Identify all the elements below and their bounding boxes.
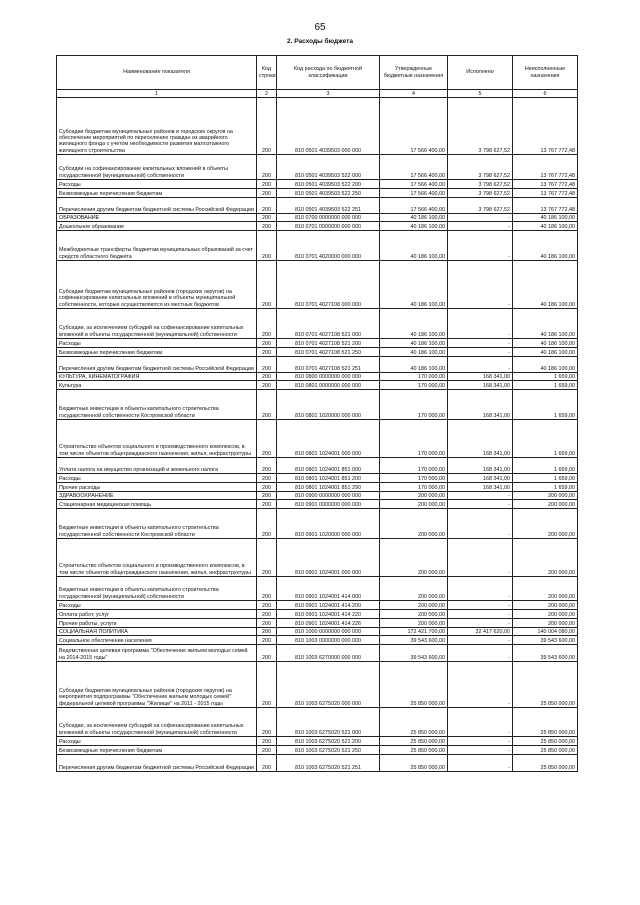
row-executed: - — [448, 222, 513, 231]
row-classification: 810 0901 1024001 414 000 — [277, 577, 380, 601]
row-code: 200 — [257, 420, 277, 458]
row-code: 200 — [257, 180, 277, 189]
row-classification: 810 0901 0000000 000 000 — [277, 500, 380, 509]
row-unexecuted: 13 767 772,48 — [513, 98, 578, 155]
row-code: 200 — [257, 708, 277, 737]
row-name: Оплата работ, услуг — [57, 610, 257, 619]
row-code: 200 — [257, 198, 277, 214]
row-classification: 810 1003 6275020 521 250 — [277, 746, 380, 755]
row-classification: 810 0701 4027108 521 200 — [277, 339, 380, 348]
row-unexecuted: 140 004 080,00 — [513, 628, 578, 636]
table-body — [57, 98, 578, 772]
row-name: Строительство объектов социального и производственного комплексов, в том числе объектов общегражданского назначения, жилья, инфраструктуры — [57, 539, 257, 577]
row-name: Ведомственная целевая программа "Обеспечение жильем молодых семей на 2014-2015 годы" — [57, 645, 257, 662]
row-name: Расходы — [57, 474, 257, 483]
row-executed: - — [448, 339, 513, 348]
col-number: 5 — [448, 90, 513, 98]
row-approved: 25 850 000,00 — [380, 737, 448, 746]
row-name: Перечисления другим бюджетам бюджетной системы Российской Федерации — [57, 357, 257, 373]
row-name: КУЛЬТУРА, КИНЕМАТОГРАФИЯ — [57, 373, 257, 381]
row-code: 200 — [257, 357, 277, 373]
row-code: 200 — [257, 737, 277, 746]
row-executed: 3 798 627,52 — [448, 180, 513, 189]
row-code: 200 — [257, 214, 277, 222]
row-code: 200 — [257, 628, 277, 636]
row-unexecuted: 200 000,00 — [513, 509, 578, 539]
table-row — [57, 628, 578, 636]
header-executed: Исполнено — [448, 56, 513, 90]
row-approved: 200 000,00 — [380, 492, 448, 500]
row-code: 200 — [257, 539, 277, 577]
table-row — [57, 189, 578, 198]
row-name: Перечисления другим бюджетам бюджетной системы Российской Федерации — [57, 198, 257, 214]
row-name: Межбюджетные трансферты бюджетам муниципальных образований за счет средств областного бюджета — [57, 231, 257, 261]
table-row — [57, 458, 578, 474]
row-executed: - — [448, 755, 513, 772]
table-row — [57, 636, 578, 645]
row-code: 200 — [257, 483, 277, 492]
row-approved: 170 000,00 — [380, 483, 448, 492]
row-classification: 810 1003 6275020 521 251 — [277, 755, 380, 772]
row-name: Стационарная медицинская помощь — [57, 500, 257, 509]
row-name: ЗДРАВООХРАНЕНИЕ — [57, 492, 257, 500]
row-executed: 168 341,00 — [448, 483, 513, 492]
table-row — [57, 309, 578, 339]
row-name: ОБРАЗОВАНИЕ — [57, 214, 257, 222]
row-classification: 810 1003 6270000 000 000 — [277, 645, 380, 662]
header-row — [57, 56, 578, 90]
row-approved: 40 186 100,00 — [380, 214, 448, 222]
row-code: 200 — [257, 261, 277, 309]
row-approved: 200 000,00 — [380, 610, 448, 619]
table-row — [57, 198, 578, 214]
row-executed: - — [448, 645, 513, 662]
row-executed: - — [448, 214, 513, 222]
row-name: Строительство объектов социального и производственного комплексов, в том числе объектов общегражданского назначения, жилья, инфраструктуры — [57, 420, 257, 458]
row-unexecuted: 40 186 100,00 — [513, 231, 578, 261]
row-unexecuted: 200 000,00 — [513, 610, 578, 619]
row-classification: 810 0701 0000000 000 000 — [277, 222, 380, 231]
table-row — [57, 381, 578, 390]
table-row — [57, 231, 578, 261]
row-approved: 200 000,00 — [380, 601, 448, 610]
row-executed: - — [448, 619, 513, 628]
section-title: 2. Расходы бюджета — [287, 38, 353, 45]
row-unexecuted: 13 767 772,48 — [513, 155, 578, 180]
row-code: 200 — [257, 155, 277, 180]
table-row — [57, 610, 578, 619]
row-classification: 810 0801 0000000 000 000 — [277, 381, 380, 390]
table-row — [57, 357, 578, 373]
row-approved: 40 186 100,00 — [380, 348, 448, 357]
row-code: 200 — [257, 309, 277, 339]
row-classification: 810 0901 1024001 414 220 — [277, 610, 380, 619]
row-executed: - — [448, 539, 513, 577]
row-name: Прочие расходы — [57, 483, 257, 492]
row-name: СОЦИАЛЬНАЯ ПОЛИТИКА — [57, 628, 257, 636]
table-row — [57, 180, 578, 189]
row-name: Бюджетные инвестиции в объекты капитального строительства государственной собственности Костромской области — [57, 509, 257, 539]
row-unexecuted: 1 659,00 — [513, 483, 578, 492]
row-name: Субсидии, за исключением субсидий на софинансирование капитальных вложений в объекты государственной (муниципальной) собственности — [57, 708, 257, 737]
row-code: 200 — [257, 610, 277, 619]
row-code: 200 — [257, 509, 277, 539]
row-code: 200 — [257, 458, 277, 474]
table-row — [57, 348, 578, 357]
row-code: 200 — [257, 348, 277, 357]
table-row — [57, 509, 578, 539]
row-unexecuted: 40 186 100,00 — [513, 261, 578, 309]
row-name: Дошкольное образование — [57, 222, 257, 231]
row-classification: 810 1003 6275020 000 000 — [277, 662, 380, 708]
row-approved: 200 000,00 — [380, 619, 448, 628]
col-number: 6 — [513, 90, 578, 98]
row-executed: - — [448, 577, 513, 601]
table-row — [57, 746, 578, 755]
row-name: Безвозмездные перечисления бюджетам — [57, 348, 257, 357]
row-classification: 810 0901 1024001 414 226 — [277, 619, 380, 628]
row-unexecuted: 1 659,00 — [513, 474, 578, 483]
header-approved: Утвержденные бюджетные назначения — [380, 56, 448, 90]
row-executed: 3 798 627,52 — [448, 155, 513, 180]
row-name: Безвозмездные перечисления бюджетам — [57, 189, 257, 198]
table-row — [57, 619, 578, 628]
row-classification: 810 0501 4039503 522 000 — [277, 155, 380, 180]
row-approved: 25 850 000,00 — [380, 662, 448, 708]
row-executed: - — [448, 746, 513, 755]
row-name: Субсидии бюджетам муниципальных районов (городских округов) на софинансирование капитальных вложений в объекты муниципальной собственности, которые осуществляются из местных бюджетов — [57, 261, 257, 309]
table-row — [57, 539, 578, 577]
table-row — [57, 500, 578, 509]
row-unexecuted: 40 186 100,00 — [513, 222, 578, 231]
row-name: Субсидии на софинансирование капитальных вложений в объекты государственной (муниципальной) собственности — [57, 155, 257, 180]
table-row — [57, 390, 578, 420]
row-classification: 810 0900 0000000 000 000 — [277, 492, 380, 500]
row-unexecuted: 200 000,00 — [513, 601, 578, 610]
row-unexecuted: 200 000,00 — [513, 619, 578, 628]
row-approved: 170 000,00 — [380, 458, 448, 474]
row-executed: - — [448, 636, 513, 645]
row-approved: 25 850 000,00 — [380, 755, 448, 772]
row-unexecuted: 200 000,00 — [513, 577, 578, 601]
row-executed: - — [448, 348, 513, 357]
row-unexecuted: 1 659,00 — [513, 381, 578, 390]
row-executed: - — [448, 357, 513, 373]
row-name: Расходы — [57, 601, 257, 610]
row-code: 200 — [257, 231, 277, 261]
row-classification: 810 0501 4039503 000 000 — [277, 98, 380, 155]
row-unexecuted: 13 767 772,48 — [513, 189, 578, 198]
row-approved: 40 186 100,00 — [380, 222, 448, 231]
row-approved: 17 566 400,00 — [380, 198, 448, 214]
row-classification: 810 0501 4039503 522 250 — [277, 189, 380, 198]
column-number-row — [57, 90, 578, 98]
row-code: 200 — [257, 645, 277, 662]
table-row — [57, 645, 578, 662]
row-classification: 810 0501 4039503 522 200 — [277, 180, 380, 189]
row-code: 200 — [257, 619, 277, 628]
row-executed: - — [448, 309, 513, 339]
row-unexecuted: 200 000,00 — [513, 492, 578, 500]
row-executed: 3 798 627,52 — [448, 189, 513, 198]
row-executed: - — [448, 708, 513, 737]
row-name: Субсидии, за исключением субсидий на софинансирование капитальных вложений в объекты государственной (муниципальной) собственности — [57, 309, 257, 339]
row-classification: 810 0801 1024001 000 000 — [277, 420, 380, 458]
header-unexecuted: Неисполненные назначения — [513, 56, 578, 90]
row-approved: 39 543 600,00 — [380, 645, 448, 662]
row-name: Уплата налога на имущество организаций и земельного налога — [57, 458, 257, 474]
row-unexecuted: 40 186 100,00 — [513, 214, 578, 222]
row-executed: 168 341,00 — [448, 420, 513, 458]
row-classification: 810 0801 1020000 000 000 — [277, 390, 380, 420]
row-code: 200 — [257, 98, 277, 155]
row-name: Бюджетные инвестиции в объекты капитального строительства государственной (муниципальной) собственности — [57, 577, 257, 601]
table-row — [57, 708, 578, 737]
table-row — [57, 222, 578, 231]
row-unexecuted: 40 186 100,00 — [513, 357, 578, 373]
row-name: Безвозмездные перечисления бюджетам — [57, 746, 257, 755]
row-code: 200 — [257, 474, 277, 483]
table-row — [57, 98, 578, 155]
row-code: 200 — [257, 189, 277, 198]
row-classification: 810 0700 0000000 000 000 — [277, 214, 380, 222]
row-approved: 40 186 100,00 — [380, 339, 448, 348]
row-classification: 810 0501 4039503 522 251 — [277, 198, 380, 214]
row-classification: 810 0801 1024001 851 290 — [277, 483, 380, 492]
row-executed: - — [448, 662, 513, 708]
row-name: Социальное обеспечение населения — [57, 636, 257, 645]
table-row — [57, 601, 578, 610]
header-name: Наименование показателя — [57, 56, 257, 90]
row-approved: 200 000,00 — [380, 500, 448, 509]
page-number: 65 — [314, 22, 326, 33]
row-classification: 810 1003 6275020 521 000 — [277, 708, 380, 737]
row-name: Субсидии бюджетам муниципальных районов и городских округов на обеспечение мероприятий по переселению граждан из аварийного жилищного фонда с учетом необходимости развития малоэтажного жилищного строительства — [57, 98, 257, 155]
row-executed: - — [448, 492, 513, 500]
row-executed: - — [448, 509, 513, 539]
row-approved: 40 186 100,00 — [380, 357, 448, 373]
row-approved: 170 000,00 — [380, 474, 448, 483]
row-executed: - — [448, 737, 513, 746]
table-row — [57, 662, 578, 708]
row-unexecuted: 1 659,00 — [513, 390, 578, 420]
col-number: 1 — [57, 90, 257, 98]
row-code: 200 — [257, 755, 277, 772]
row-classification: 810 0801 1024001 851 200 — [277, 474, 380, 483]
row-unexecuted: 13 767 772,48 — [513, 180, 578, 189]
row-approved: 170 000,00 — [380, 390, 448, 420]
table-row — [57, 261, 578, 309]
row-name: Перечисления другим бюджетам бюджетной системы Российской Федерации — [57, 755, 257, 772]
row-approved: 17 566 400,00 — [380, 180, 448, 189]
row-approved: 172 421 700,00 — [380, 628, 448, 636]
row-approved: 200 000,00 — [380, 509, 448, 539]
row-classification: 810 1003 0000000 000 000 — [277, 636, 380, 645]
row-executed: - — [448, 500, 513, 509]
row-classification: 810 0701 4027108 521 250 — [277, 348, 380, 357]
row-executed: - — [448, 261, 513, 309]
row-code: 200 — [257, 662, 277, 708]
row-code: 200 — [257, 492, 277, 500]
row-unexecuted: 40 186 100,00 — [513, 339, 578, 348]
row-unexecuted: 1 659,00 — [513, 420, 578, 458]
row-classification: 810 0901 1024001 000 000 — [277, 539, 380, 577]
row-executed: 32 417 620,00 — [448, 628, 513, 636]
row-unexecuted: 200 000,00 — [513, 500, 578, 509]
row-approved: 17 566 400,00 — [380, 98, 448, 155]
table-row — [57, 339, 578, 348]
row-unexecuted: 13 767 772,48 — [513, 198, 578, 214]
row-approved: 200 000,00 — [380, 539, 448, 577]
table-row — [57, 755, 578, 772]
row-approved: 40 186 100,00 — [380, 231, 448, 261]
row-classification: 810 0701 4027108 521 000 — [277, 309, 380, 339]
row-classification: 810 0701 4020000 000 000 — [277, 231, 380, 261]
row-classification: 810 1000 0000000 000 000 — [277, 628, 380, 636]
col-number: 2 — [257, 90, 277, 98]
row-executed: 168 341,00 — [448, 458, 513, 474]
row-approved: 17 566 400,00 — [380, 189, 448, 198]
row-unexecuted: 25 850 000,00 — [513, 708, 578, 737]
row-unexecuted: 25 850 000,00 — [513, 755, 578, 772]
table-row — [57, 474, 578, 483]
row-name: Субсидии бюджетам муниципальных районов (городских округов) на мероприятия подпрограммы "Обеспечение жильем молодых семей" федеральной целевой программы "Жилище" на 2011 - 2015 годы — [57, 662, 257, 708]
row-code: 200 — [257, 577, 277, 601]
row-approved: 17 566 400,00 — [380, 155, 448, 180]
col-number: 4 — [380, 90, 448, 98]
col-number: 3 — [277, 90, 380, 98]
row-name: Расходы — [57, 339, 257, 348]
table-row — [57, 577, 578, 601]
row-executed: 168 341,00 — [448, 373, 513, 381]
row-executed: - — [448, 601, 513, 610]
row-approved: 170 000,00 — [380, 373, 448, 381]
row-code: 200 — [257, 500, 277, 509]
row-approved: 25 850 000,00 — [380, 708, 448, 737]
row-unexecuted: 25 850 000,00 — [513, 746, 578, 755]
row-executed: - — [448, 231, 513, 261]
row-name: Бюджетные инвестиции в объекты капитального строительства государственной собственности Костромской области — [57, 390, 257, 420]
row-code: 200 — [257, 339, 277, 348]
row-classification: 810 0801 1024001 851 000 — [277, 458, 380, 474]
row-unexecuted: 25 850 000,00 — [513, 737, 578, 746]
row-unexecuted: 1 659,00 — [513, 373, 578, 381]
row-approved: 170 000,00 — [380, 420, 448, 458]
row-executed: 168 341,00 — [448, 390, 513, 420]
table-row — [57, 373, 578, 381]
row-executed: 168 341,00 — [448, 381, 513, 390]
row-code: 200 — [257, 636, 277, 645]
row-code: 200 — [257, 390, 277, 420]
header-classification: Код расхода по бюджетной классификации — [277, 56, 380, 90]
row-classification: 810 0800 0000000 000 000 — [277, 373, 380, 381]
row-approved: 40 186 100,00 — [380, 261, 448, 309]
table-row — [57, 155, 578, 180]
row-executed: 3 798 627,52 — [448, 98, 513, 155]
row-unexecuted: 40 186 100,00 — [513, 348, 578, 357]
row-unexecuted: 39 543 600,00 — [513, 636, 578, 645]
row-unexecuted: 40 186 100,00 — [513, 309, 578, 339]
row-executed: 168 341,00 — [448, 474, 513, 483]
row-classification: 810 0901 1020000 000 000 — [277, 509, 380, 539]
row-executed: 3 798 627,52 — [448, 198, 513, 214]
row-classification: 810 0701 4027108 521 251 — [277, 357, 380, 373]
table-row — [57, 483, 578, 492]
row-classification: 810 0701 4027108 000 000 — [277, 261, 380, 309]
row-approved: 25 850 000,00 — [380, 746, 448, 755]
table-row — [57, 492, 578, 500]
table-row — [57, 214, 578, 222]
header-line-code: Код строки — [257, 56, 277, 90]
row-executed: - — [448, 610, 513, 619]
row-classification: 810 0901 1024001 414 200 — [277, 601, 380, 610]
row-approved: 200 000,00 — [380, 577, 448, 601]
row-approved: 170 000,00 — [380, 381, 448, 390]
row-name: Прочие работы, услуги — [57, 619, 257, 628]
table-row — [57, 737, 578, 746]
expenses-table — [56, 55, 578, 772]
row-code: 200 — [257, 601, 277, 610]
row-unexecuted: 25 850 000,00 — [513, 662, 578, 708]
row-classification: 810 1003 6275020 521 200 — [277, 737, 380, 746]
row-code: 200 — [257, 381, 277, 390]
row-code: 200 — [257, 373, 277, 381]
row-code: 200 — [257, 746, 277, 755]
row-approved: 39 543 600,00 — [380, 636, 448, 645]
row-name: Расходы — [57, 737, 257, 746]
row-name: Расходы — [57, 180, 257, 189]
row-approved: 40 186 100,00 — [380, 309, 448, 339]
row-unexecuted: 1 659,00 — [513, 458, 578, 474]
row-unexecuted: 39 543 600,00 — [513, 645, 578, 662]
row-name: Культура — [57, 381, 257, 390]
table-row — [57, 420, 578, 458]
row-unexecuted: 200 000,00 — [513, 539, 578, 577]
row-code: 200 — [257, 222, 277, 231]
